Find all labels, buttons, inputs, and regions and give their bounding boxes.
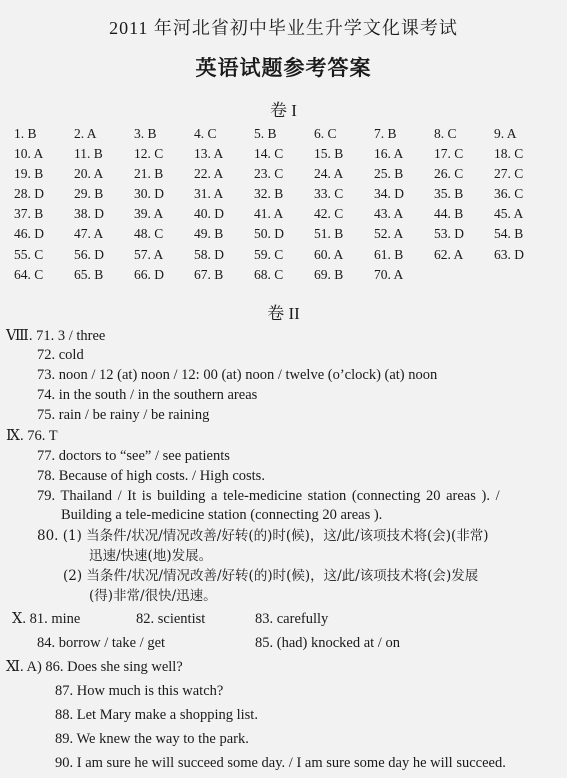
- answer-row: [14, 124, 554, 144]
- answer-cell: 44. B: [434, 206, 464, 222]
- answer-line: 88. Let Mary make a shopping list.: [55, 707, 258, 723]
- answer-cell: 67. B: [194, 266, 224, 282]
- answer-cell: 54. B: [494, 226, 524, 242]
- answer-cell: 28. D: [14, 186, 44, 202]
- answer-cell: 8. C: [434, 126, 457, 141]
- answer-line: 78. Because of high costs. / High costs.: [37, 468, 265, 484]
- answer-line: Ⅸ. 76. T: [6, 428, 58, 444]
- answer-row: [14, 204, 554, 224]
- answer-cell: 32. B: [254, 186, 284, 202]
- answer-line: 90. I am sure he will succeed some day. / I am sure some day he will succeed.: [55, 755, 506, 771]
- answer-cell: 18. C: [494, 146, 524, 162]
- answer-cell: 70. A: [374, 266, 404, 282]
- answer-cell: 1. B: [14, 126, 37, 141]
- answer-cell: 35. B: [434, 186, 464, 202]
- answer-cell: 7. B: [374, 126, 397, 141]
- answer-cell: 36. C: [494, 186, 524, 202]
- answer-cell: 12. C: [134, 146, 164, 162]
- answer-cell: 34. D: [374, 186, 404, 202]
- answer-cell: 46. D: [14, 226, 44, 242]
- answer-cell: 37. B: [14, 206, 44, 222]
- answer-row: [14, 245, 554, 265]
- answer-cell: 17. C: [434, 146, 464, 162]
- answer-cell: 11. B: [74, 146, 103, 162]
- answer-line: Ⅺ. A) 86. Does she sing well?: [6, 659, 183, 675]
- answer-cell: 63. D: [494, 246, 524, 262]
- answer-cell: 9. A: [494, 126, 517, 141]
- answer-cell: 13. A: [194, 146, 224, 162]
- answer-line: 83. carefully: [255, 611, 329, 627]
- answer-row: [14, 265, 554, 285]
- answer-cell: 40. D: [194, 206, 224, 222]
- answer-cell: 47. A: [74, 226, 104, 242]
- answer-grid-part1: [14, 124, 554, 285]
- answer-line: 72. cold: [37, 347, 84, 363]
- answer-cell: 4. C: [194, 126, 217, 141]
- answer-line: 77. doctors to “see” / see patients: [37, 448, 230, 464]
- answer-cell: 30. D: [134, 186, 164, 202]
- answer-cell: 15. B: [314, 146, 344, 162]
- answer-cell: 53. D: [434, 226, 464, 242]
- answer-line: 85. (had) knocked at / on: [255, 635, 400, 651]
- answer-cell: 31. A: [194, 186, 224, 202]
- answer-line: 89. We knew the way to the park.: [55, 731, 249, 747]
- page-subtitle: 英语试题参考答案: [195, 56, 372, 80]
- answer-cell: 2. A: [74, 126, 97, 141]
- answer-line: (2) 当条件/状况/情况改善/好转(的)时(候)，这/此/该项技术将(会)发展: [63, 568, 479, 584]
- answer-line: (得)非常/很快/迅速。: [89, 588, 217, 604]
- answer-cell: 58. D: [194, 246, 224, 262]
- answer-cell: 68. C: [254, 266, 284, 282]
- answer-cell: 52. A: [374, 226, 404, 242]
- answer-cell: 60. A: [314, 246, 344, 262]
- answer-cell: 45. A: [494, 206, 524, 222]
- answer-cell: 62. A: [434, 246, 464, 262]
- answer-line: 80. (1) 当条件/状况/情况改善/好转(的)时(候)，这/此/该项技术将(会)(非常): [37, 528, 489, 544]
- answer-cell: 57. A: [134, 246, 164, 262]
- answer-cell: 59. C: [254, 246, 284, 262]
- section-heading-part2: 卷 II: [267, 304, 300, 323]
- answer-line: Ⅷ. 71. 3 / three: [6, 328, 106, 344]
- answer-cell: 21. B: [134, 166, 164, 182]
- answer-cell: 10. A: [14, 146, 44, 162]
- answer-line: 79. Thailand / It is building a tele-medicine station (connecting 20 areas ). /: [37, 488, 500, 504]
- answer-cell: 61. B: [374, 246, 404, 262]
- answer-line: 84. borrow / take / get: [37, 635, 166, 651]
- answer-cell: 22. A: [194, 166, 224, 182]
- answer-cell: 19. B: [14, 166, 44, 182]
- answer-row: [14, 164, 554, 184]
- answer-cell: 14. C: [254, 146, 284, 162]
- answer-cell: 20. A: [74, 166, 104, 182]
- answer-line: Building a tele-medicine station (connecting 20 areas ).: [61, 507, 383, 523]
- answer-cell: 65. B: [74, 266, 104, 282]
- page-title: 2011 年河北省初中毕业生升学文化课考试: [109, 18, 458, 38]
- answer-cell: 41. A: [254, 206, 284, 222]
- answer-line: 74. in the south / in the southern areas: [37, 387, 258, 403]
- answer-cell: 55. C: [14, 246, 44, 262]
- answer-row: [14, 184, 554, 204]
- answer-line: 75. rain / be rainy / be raining: [37, 407, 210, 423]
- answer-cell: 56. D: [74, 246, 104, 262]
- answer-row: [14, 144, 554, 164]
- answer-cell: 39. A: [134, 206, 164, 222]
- answer-row: [14, 224, 554, 244]
- answer-cell: 69. B: [314, 266, 344, 282]
- answer-cell: 3. B: [134, 126, 157, 141]
- answer-cell: 64. C: [14, 266, 44, 282]
- answer-line: 82. scientist: [136, 611, 206, 627]
- answer-cell: 66. D: [134, 266, 164, 282]
- answer-cell: 38. D: [74, 206, 104, 222]
- answer-cell: 33. C: [314, 186, 344, 202]
- answer-cell: 25. B: [374, 166, 404, 182]
- answer-line: 87. How much is this watch?: [55, 683, 224, 699]
- answer-cell: 23. C: [254, 166, 284, 182]
- answer-cell: 50. D: [254, 226, 284, 242]
- answer-line: 73. noon / 12 (at) noon / 12: 00 (at) noon / twelve (o’clock) (at) noon: [37, 367, 438, 383]
- answer-cell: 27. C: [494, 166, 524, 182]
- section-heading-part1: 卷 I: [270, 101, 297, 120]
- answer-cell: 24. A: [314, 166, 344, 182]
- answer-cell: 48. C: [134, 226, 164, 242]
- answer-cell: 42. C: [314, 206, 344, 222]
- answer-cell: 5. B: [254, 126, 277, 141]
- answer-cell: 26. C: [434, 166, 464, 182]
- answer-cell: 6. C: [314, 126, 337, 141]
- answer-cell: 29. B: [74, 186, 104, 202]
- answer-cell: 51. B: [314, 226, 344, 242]
- answer-cell: 16. A: [374, 146, 404, 162]
- answer-cell: 49. B: [194, 226, 224, 242]
- answer-line: 迅速/快速(地)发展。: [89, 548, 213, 564]
- answer-line: Ⅹ. 81. mine: [12, 611, 81, 627]
- answer-cell: 43. A: [374, 206, 404, 222]
